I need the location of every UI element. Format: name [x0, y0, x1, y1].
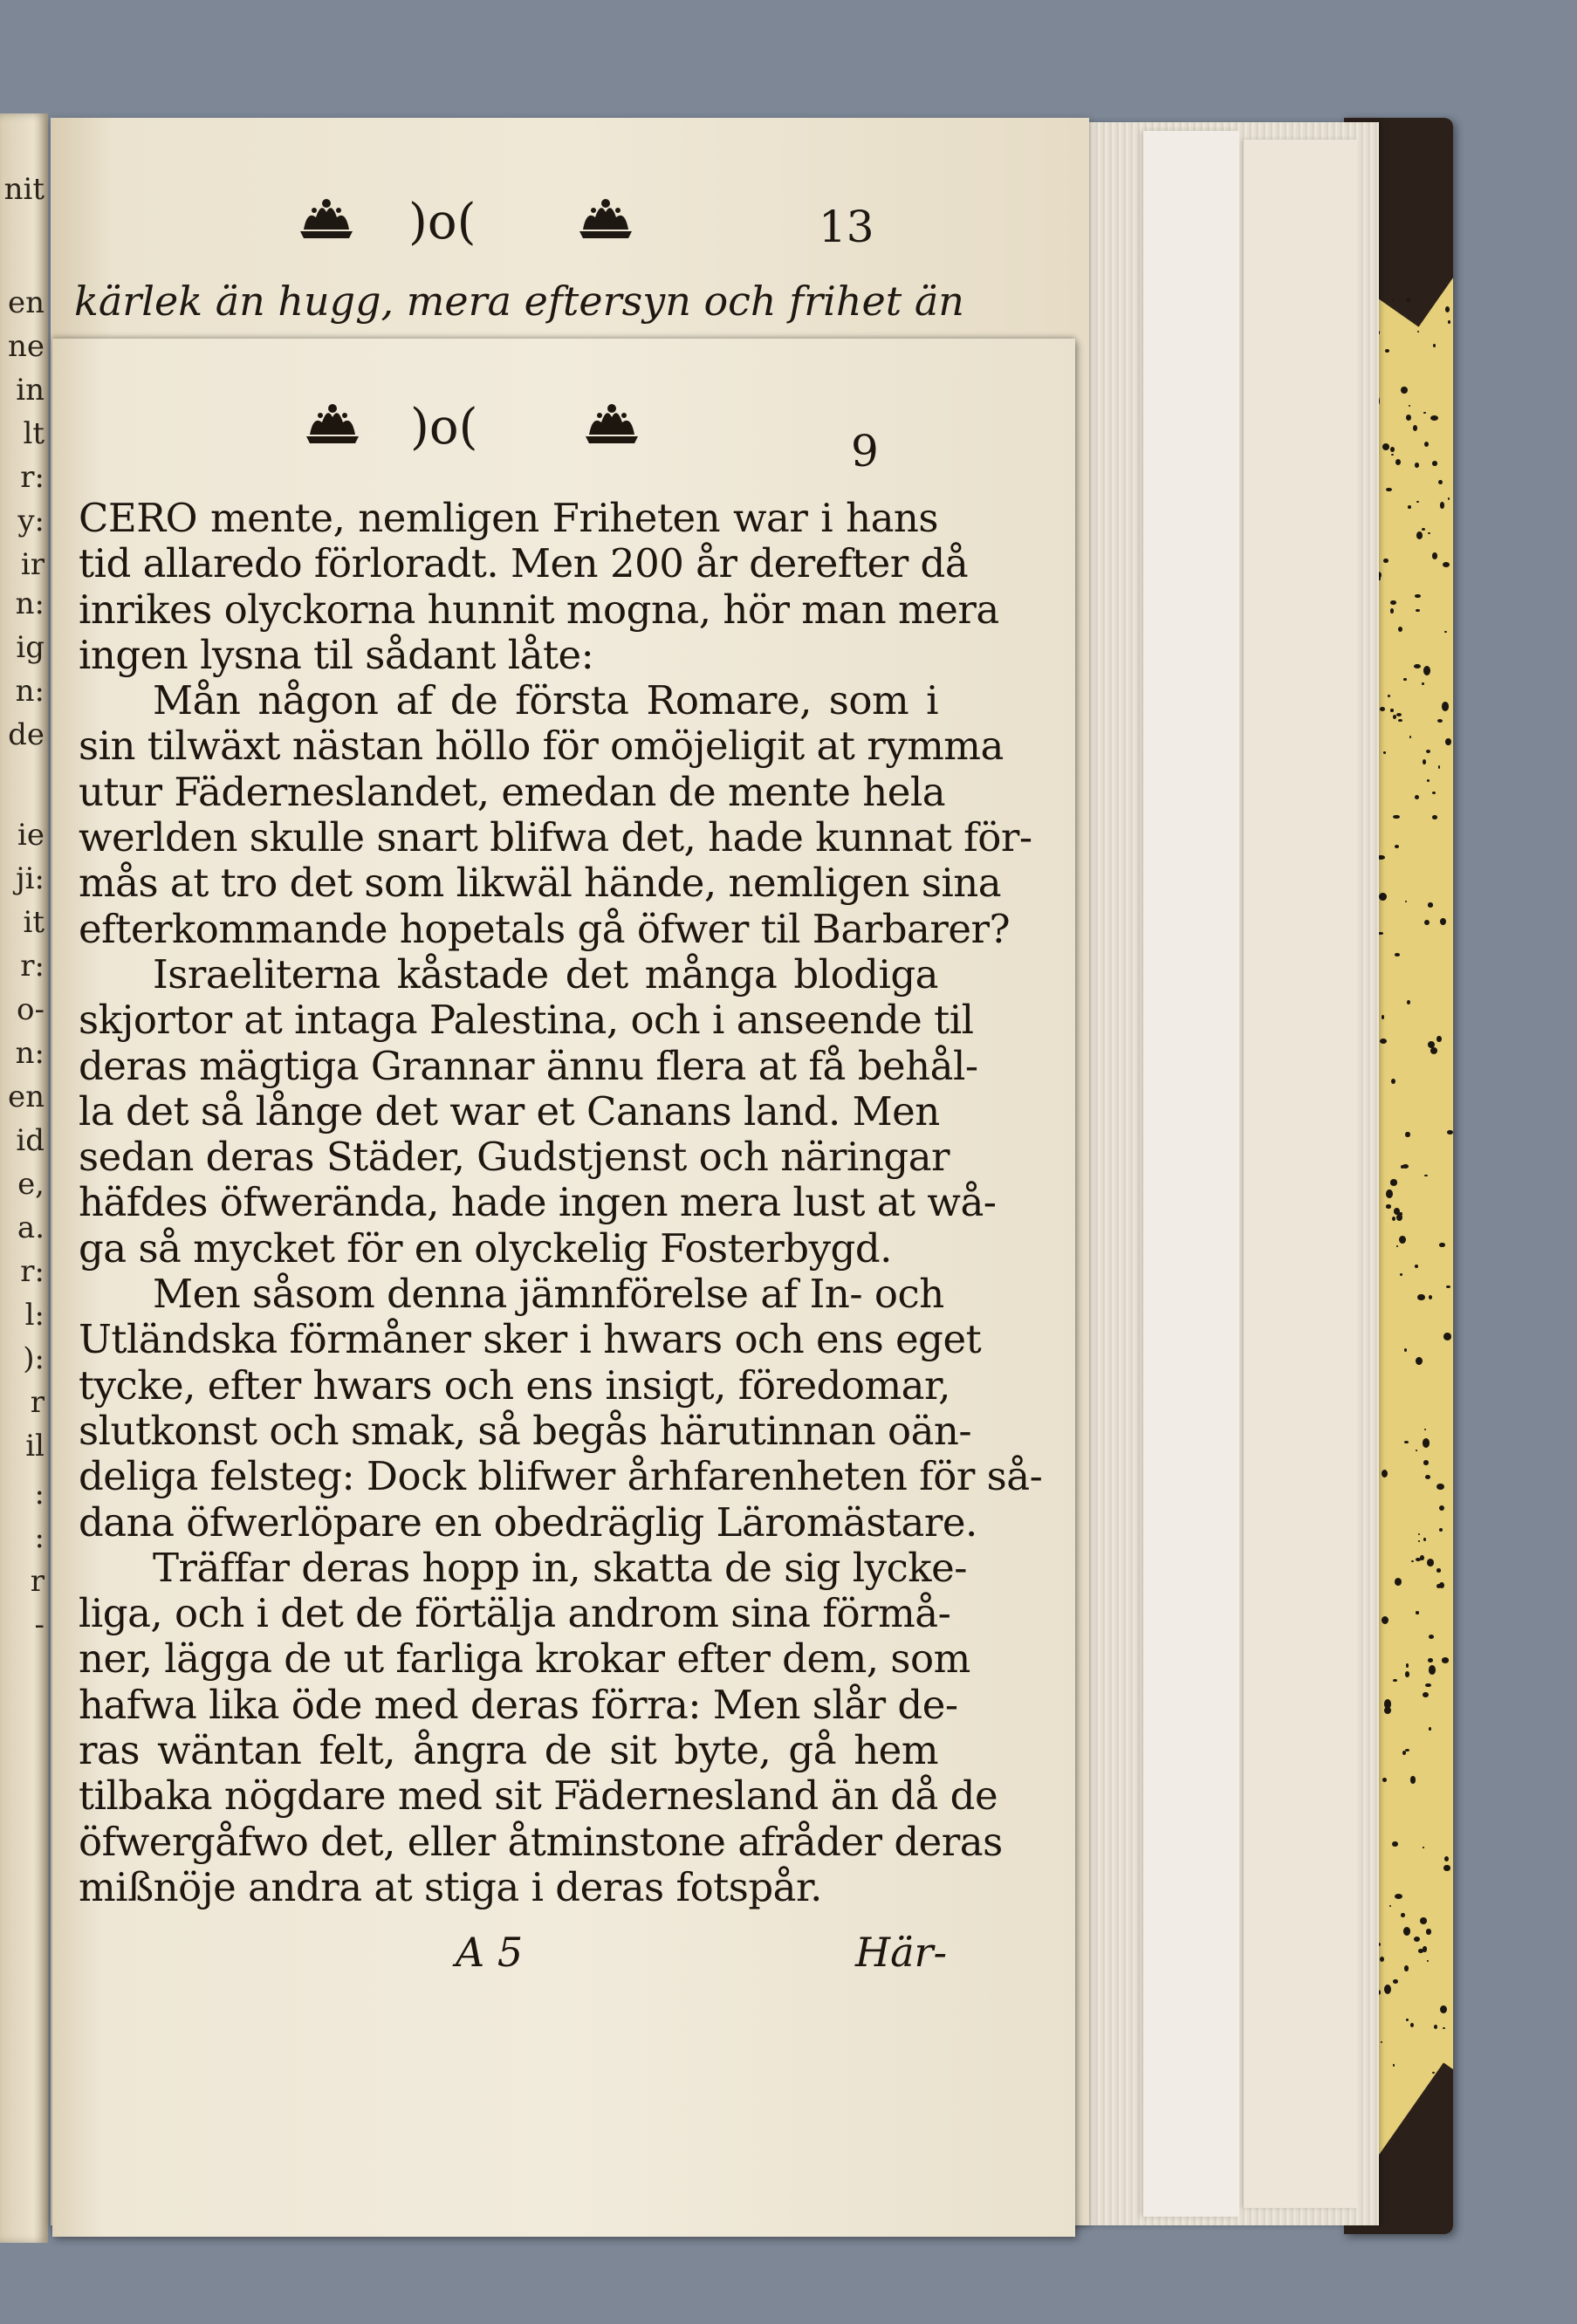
cover-speckle — [1410, 2023, 1414, 2027]
cover-speckle — [1423, 1460, 1429, 1465]
cover-speckle — [1438, 480, 1443, 484]
text-line: öfwergåfwo det, eller åtminstone afråder deras — [79, 1818, 1003, 1865]
blank-leaf — [1244, 140, 1357, 2208]
cover-speckle — [1409, 405, 1410, 407]
cover-speckle — [1398, 719, 1402, 722]
cover-speckle — [1393, 715, 1396, 719]
text-line: slutkonst och smak, så begås härutinnan oän- — [79, 1407, 972, 1454]
cover-speckle — [1386, 1204, 1390, 1208]
cover-speckle — [1415, 594, 1421, 599]
text-line: deliga felsteg: Dock blifwer århfarenheten för så- — [79, 1453, 1043, 1500]
cover-speckle — [1384, 1699, 1391, 1708]
text-line: inrikes olyckorna hunnit mogna, hör man mera — [79, 586, 999, 633]
left-page-text-fragment: ie — [17, 818, 45, 853]
cover-speckle — [1393, 1979, 1397, 1984]
cover-speckle — [1385, 349, 1389, 353]
left-page-text-fragment: it — [23, 905, 45, 940]
cover-speckle — [1405, 1132, 1409, 1138]
text-line: Israeliterna kåstade det många blodiga — [153, 950, 938, 997]
cover-speckle — [1440, 2005, 1447, 2013]
text-line: efterkommande hopetals gå öfwer til Barbarer? — [79, 905, 1011, 952]
cover-speckle — [1404, 1441, 1409, 1443]
text-line: ras wäntan felt, ångra de sit byte, gå hem — [79, 1727, 938, 1774]
cover-speckle — [1382, 1616, 1388, 1624]
cover-speckle — [1424, 1429, 1426, 1430]
cover-speckle — [1406, 415, 1411, 421]
cover-speckle — [1396, 1245, 1398, 1247]
cover-speckle — [1429, 1665, 1436, 1674]
cover-speckle — [1406, 1663, 1409, 1668]
cover-speckle — [1405, 1749, 1409, 1752]
text-line: Utländska förmåner sker i hwars och ens eget — [79, 1316, 982, 1363]
running-head: )o( — [408, 194, 477, 250]
text-line: werlden skulle snart blifwa det, hade kunnat för- — [79, 814, 1032, 861]
cover-speckle — [1423, 666, 1430, 675]
text-line: skjortor at intaga Palestina, och i anseende til — [79, 997, 974, 1044]
left-page-edge — [0, 113, 48, 2243]
cover-speckle — [1428, 902, 1434, 908]
cover-speckle — [1432, 792, 1436, 794]
text-line: Mån någon af de första Romare, som i — [153, 677, 938, 724]
cover-speckle — [1423, 1847, 1425, 1848]
cover-speckle — [1423, 1946, 1427, 1951]
cover-speckle — [1428, 1658, 1433, 1662]
cover-speckle — [1428, 532, 1430, 534]
cover-speckle — [1382, 1470, 1388, 1477]
cover-speckle — [1418, 1533, 1420, 1535]
cover-speckle — [1392, 299, 1394, 301]
cover-speckle — [1416, 531, 1423, 539]
cover-speckle — [1443, 2027, 1445, 2029]
crown-ornament-icon — [295, 195, 358, 242]
cover-speckle — [1405, 1671, 1410, 1677]
left-page-text-fragment: ): — [23, 1341, 45, 1376]
page-number: 9 — [851, 426, 879, 476]
cover-speckle — [1401, 1165, 1404, 1169]
cover-speckle — [1436, 1568, 1442, 1573]
cover-speckle — [1446, 1285, 1450, 1288]
cover-speckle — [1380, 1957, 1384, 1962]
text-line: tycke, efter hwars och ens insigt, föredomar, — [79, 1361, 950, 1409]
cover-speckle — [1411, 1560, 1414, 1562]
cover-speckle — [1395, 1894, 1402, 1899]
cover-speckle — [1427, 779, 1430, 782]
body-text — [79, 495, 1043, 1910]
cover-speckle — [1383, 751, 1387, 754]
cover-speckle — [1445, 738, 1451, 746]
cover-speckle — [1417, 331, 1419, 332]
cover-speckle — [1433, 344, 1436, 346]
cover-speckle — [1430, 1047, 1437, 1054]
cover-speckle — [1425, 1475, 1430, 1479]
left-page-text-fragment: ne — [7, 329, 45, 364]
cover-speckle — [1444, 1856, 1449, 1861]
cover-speckle — [1423, 1438, 1430, 1448]
cover-speckle — [1381, 2041, 1382, 2043]
cover-speckle — [1422, 528, 1425, 531]
cover-speckle — [1404, 1965, 1409, 1971]
cover-speckle — [1423, 1692, 1429, 1697]
cover-speckle — [1408, 505, 1411, 509]
cover-speckle — [1415, 463, 1419, 467]
left-page-text-fragment: n: — [15, 1036, 45, 1071]
cover-speckle — [1395, 459, 1401, 465]
cover-speckle — [1380, 1039, 1387, 1044]
signature-mark: A 5 — [456, 1929, 524, 1976]
cover-speckle — [1405, 901, 1407, 902]
left-page-text-fragment: : — [34, 1477, 45, 1512]
cover-speckle — [1391, 454, 1394, 456]
cover-speckle — [1447, 1130, 1453, 1135]
cover-speckle — [1426, 1929, 1430, 1934]
left-page-text-fragment: : — [34, 1520, 45, 1555]
cover-speckle — [1403, 1927, 1410, 1936]
cover-speckle — [1386, 1189, 1393, 1199]
left-page-text-fragment: r: — [20, 460, 45, 495]
cover-speckle — [1401, 1913, 1405, 1917]
left-page-text-fragment: ir — [20, 547, 45, 582]
text-line: utur Fäderneslandet, emedan de mente hela — [79, 768, 946, 815]
cover-speckle — [1418, 1540, 1420, 1542]
cover-speckle — [1395, 845, 1399, 848]
cover-speckle — [1401, 387, 1408, 394]
cover-speckle — [1395, 953, 1401, 956]
cover-speckle — [1384, 1985, 1391, 1994]
left-page-text-fragment: ig — [16, 630, 45, 665]
cover-speckle — [1443, 1333, 1451, 1340]
cover-speckle — [1389, 1905, 1392, 1907]
crown-ornament-icon — [574, 195, 637, 242]
text-line: ingen lysna til sådant låte: — [79, 631, 594, 678]
cover-speckle — [1415, 1265, 1418, 1268]
left-page-text-fragment: - — [34, 1608, 45, 1642]
cover-speckle — [1396, 1214, 1402, 1221]
cover-speckle — [1417, 1294, 1425, 1300]
cover-speckle — [1429, 1295, 1432, 1299]
cover-speckle — [1437, 719, 1443, 723]
text-line: deras mägtiga Grannar ännu flera at få behål- — [79, 1042, 978, 1089]
cover-speckle — [1423, 412, 1426, 415]
cover-speckle — [1445, 306, 1450, 312]
text-line: liga, och i det de förtälja androm sina förmå- — [79, 1590, 951, 1637]
left-page-text-fragment: o- — [17, 992, 45, 1027]
cover-speckle — [1438, 765, 1441, 769]
cover-speckle — [1390, 1179, 1398, 1185]
cover-speckle — [1398, 627, 1402, 632]
cover-speckle — [1392, 1217, 1395, 1221]
cover-speckle — [1442, 702, 1450, 711]
cover-speckle — [1425, 1683, 1431, 1688]
cover-speckle — [1444, 631, 1447, 634]
cover-speckle — [1380, 707, 1385, 711]
crown-ornament-icon — [580, 400, 643, 447]
cover-speckle — [1390, 600, 1395, 605]
cover-speckle — [1443, 1865, 1450, 1871]
left-page-text-fragment: ji: — [16, 861, 45, 896]
text-line: mås at tro det som likwäl hände, nemligen sina — [79, 860, 1002, 907]
cover-speckle — [1432, 552, 1437, 559]
crown-ornament-icon — [301, 400, 364, 447]
text-line: dana öfwerlöpare en obedräglig Läromästare. — [79, 1498, 977, 1546]
text-line: hafwa lika öde med deras förra: Men slår de- — [79, 1681, 958, 1728]
cover-speckle — [1393, 815, 1400, 819]
left-page-text-fragment: r: — [20, 949, 45, 984]
left-page-text-fragment: l: — [24, 1298, 45, 1333]
cover-speckle — [1439, 1505, 1445, 1512]
text-line: CERO mente, nemligen Friheten war i hans — [79, 495, 938, 541]
cover-speckle — [1382, 1015, 1385, 1019]
cover-speckle — [1416, 609, 1419, 612]
cover-speckle — [1382, 1778, 1387, 1782]
cover-speckle — [1409, 736, 1411, 738]
cover-speckle — [1434, 2025, 1437, 2029]
cover-speckle — [1420, 1555, 1424, 1560]
left-page-text-fragment: e, — [17, 1167, 45, 1202]
cover-speckle — [1429, 1635, 1434, 1639]
cover-speckle — [1427, 1559, 1434, 1566]
cover-speckle — [1415, 795, 1419, 799]
left-page-text-fragment: n: — [15, 674, 45, 709]
cover-speckle — [1416, 1611, 1419, 1614]
left-page-text-fragment: y: — [17, 504, 45, 538]
text-line: sedan deras Städer, Gudstjenst och näringar — [79, 1134, 950, 1181]
cover-speckle — [1422, 682, 1424, 685]
cover-speckle — [1390, 608, 1394, 613]
left-page-text-fragment: n: — [15, 586, 45, 621]
cover-speckle — [1432, 815, 1437, 819]
page — [52, 339, 1075, 2237]
cover-speckle — [1439, 1528, 1443, 1532]
cover-speckle — [1423, 1538, 1426, 1541]
text-line: mißnöje andra at stiga i deras fotspår. — [79, 1863, 822, 1910]
cover-speckle — [1440, 502, 1444, 508]
cover-speckle — [1388, 695, 1390, 697]
cover-speckle — [1448, 497, 1450, 500]
left-page-text-fragment: in — [16, 373, 45, 408]
cover-speckle — [1439, 1243, 1444, 1247]
text-line: häfdes öfwerända, hade ingen mera lust at wå- — [79, 1179, 997, 1226]
cover-speckle — [1424, 920, 1430, 925]
left-page-text-fragment: r — [30, 1564, 45, 1599]
cover-speckle — [1416, 501, 1419, 503]
text-line: tilbaka nögdare med sit Fädernesland än då de — [79, 1772, 998, 1820]
page-number: 13 — [819, 202, 874, 252]
cover-speckle — [1406, 298, 1410, 302]
cover-speckle — [1414, 664, 1421, 668]
left-page-text-fragment: de — [8, 717, 45, 752]
left-page-text-fragment: en — [7, 1080, 45, 1114]
cover-speckle — [1396, 713, 1402, 716]
cover-speckle — [1406, 2019, 1409, 2021]
catchword: Här- — [855, 1929, 948, 1976]
text-line: tid allaredo förloradt. Men 200 år derefter då — [79, 540, 969, 587]
cover-speckle — [1439, 1582, 1444, 1588]
cover-speckle — [1448, 320, 1451, 324]
text-line: Träffar deras hopp in, skatta de sig lycke- — [153, 1544, 967, 1591]
cover-speckle — [1392, 1841, 1397, 1847]
cover-speckle — [1424, 442, 1429, 447]
cover-speckle — [1407, 1000, 1410, 1004]
cover-speckle — [1379, 893, 1387, 901]
cover-speckle — [1418, 1949, 1423, 1953]
running-head: )o( — [410, 399, 478, 456]
left-page-text-fragment: r — [30, 1385, 45, 1420]
cover-speckle — [1442, 1657, 1449, 1662]
cover-speckle — [1423, 759, 1426, 764]
cover-speckle — [1443, 562, 1450, 567]
cover-speckle — [1436, 1036, 1441, 1042]
left-page-text-fragment: r: — [20, 1254, 45, 1289]
cover-speckle — [1427, 1960, 1430, 1962]
underlying-page-first-line: kärlek än hugg, mera eftersyn och frihet än — [74, 278, 964, 325]
left-page-text-fragment: en — [7, 285, 45, 320]
left-page-text-fragment: il — [25, 1429, 45, 1464]
cover-speckle — [1382, 443, 1389, 450]
cover-speckle — [1420, 1917, 1428, 1924]
cover-speckle — [1436, 1484, 1444, 1490]
left-page-text-fragment: a. — [17, 1210, 45, 1245]
left-page-text-fragment: nit — [3, 172, 45, 207]
cover-speckle — [1414, 1937, 1421, 1942]
blank-insert-leaf — [1143, 131, 1239, 2217]
cover-speckle — [1399, 1236, 1406, 1244]
cover-speckle — [1413, 425, 1417, 431]
cover-speckle — [1426, 750, 1430, 753]
cover-speckle — [1440, 918, 1446, 925]
cover-speckle — [1393, 1679, 1397, 1683]
text-line: la det så långe det war et Canans land. Men — [79, 1087, 940, 1135]
text-line: ner, lägga de ut farliga krokar efter dem, som — [79, 1635, 970, 1683]
cover-speckle — [1416, 1450, 1417, 1451]
cover-speckle — [1404, 1348, 1407, 1352]
cover-speckle — [1395, 1578, 1402, 1587]
cover-speckle — [1403, 678, 1407, 682]
cover-speckle — [1400, 1273, 1402, 1276]
text-line: Men såsom denna jämnförelse af In- och — [153, 1271, 944, 1318]
cover-speckle — [1393, 2064, 1395, 2066]
cover-speckle — [1391, 1079, 1395, 1084]
cover-speckle — [1390, 709, 1393, 712]
cover-speckle — [1424, 1175, 1428, 1177]
cover-speckle — [1416, 1357, 1423, 1365]
cover-speckle — [1429, 1727, 1431, 1731]
cover-speckle — [1383, 559, 1388, 563]
text-line: sin tilwäxt nästan höllo för omöjeligit at rymma — [79, 723, 1004, 770]
text-line: ga så mycket för en olyckelig Fosterbygd. — [79, 1224, 892, 1272]
cover-speckle — [1430, 415, 1438, 421]
cover-speckle — [1410, 1776, 1416, 1783]
left-page-text-fragment: id — [16, 1123, 45, 1158]
cover-speckle — [1386, 488, 1391, 491]
cover-speckle — [1390, 447, 1395, 453]
left-page-text-fragment: lt — [23, 416, 45, 451]
cover-speckle — [1432, 461, 1437, 466]
